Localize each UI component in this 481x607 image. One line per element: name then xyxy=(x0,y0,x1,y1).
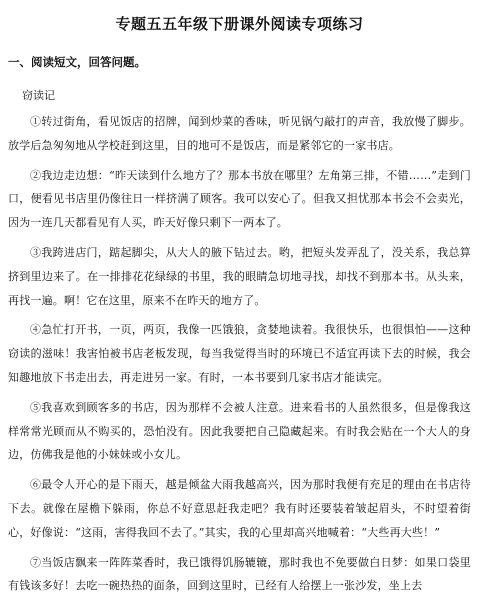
paragraph-2: ②我边走边想：“昨天读到什么地方了？那本书放在哪里？左角第三排，不错……”走到门口，便看见书店里仍像往日一样挤满了顾客。我可以安心了。但我又担忧那本书会不会卖光，因为一连几天都看见有人买，昨天好像只剩下一两本了。 xyxy=(8,168,471,230)
paragraph-4: ④急忙打开书，一页，两页，我像一匹饿狼，贪婪地读着。我很快乐，也很惧怕——这种窃读的滋味！我害怕被书店老板发现，每当我觉得当时的环境已不适宜再读下去的时候，我会知趣地放下书走出去，再走进另一家。有时，一本书要到几家书店才能读完。 xyxy=(8,323,471,384)
document-title: 专题五五年级下册课外阅读专项练习 xyxy=(115,15,364,33)
paragraph-1: ①转过街角，看见饭店的招牌，闻到炒菜的香味，听见锅勺敲打的声音，我放慢了脚步。放学后急匆匆地从学校赶到这里，目的地可不是饭店，而是紧邻它的一家书店。 xyxy=(8,115,471,152)
paragraph-7: ⑦当饭店飘来一阵阵菜香时，我已饿得饥肠辘辘，那时我也不免要做白日梦：如果口袋里有钱该多好！去吃一碗热热的面条，回到这里时，已经有人给摆上一张沙发，坐上去 xyxy=(8,555,471,593)
essay-body xyxy=(8,110,471,598)
paragraph-3: ③我跨进店门，踮起脚尖，从大人的腋下钻过去。哟，把短头发弄乱了，没关系，我总算挤到里边来了。在一排排花花绿绿的书里，我的眼睛急切地寻找，却找不到那本书。从头来，再找一遍。啊！它在这里，原来不在昨天的地方了。 xyxy=(8,245,471,307)
section-heading: 一、阅读短文，回答问题。 xyxy=(8,55,146,69)
essay-title: 窃读记 xyxy=(22,89,55,102)
paragraph-5: ⑤我喜欢到顾客多的书店，因为那样不会被人注意。进来看书的人虽然很多，但是像我这样常常光顾而从不购买的，恐怕没有。因此我要把自己隐藏起来。有时我会贴在一个大人的身边，仿佛我是他的小妹妹或小女儿。 xyxy=(8,400,471,462)
paragraph-6: ⑥最令人开心的是下雨天，越是倾盆大雨我越高兴，因为那时我便有充足的理由在书店待下去。就像在屋檐下躲雨，你总不好意思赶我走吧？我有时还要装着皱起眉头，不时望着街心，好像说：“这雨，害得我回不去了。”其实，我的心里却高兴地喊着：“大些再大些！” xyxy=(8,478,471,539)
